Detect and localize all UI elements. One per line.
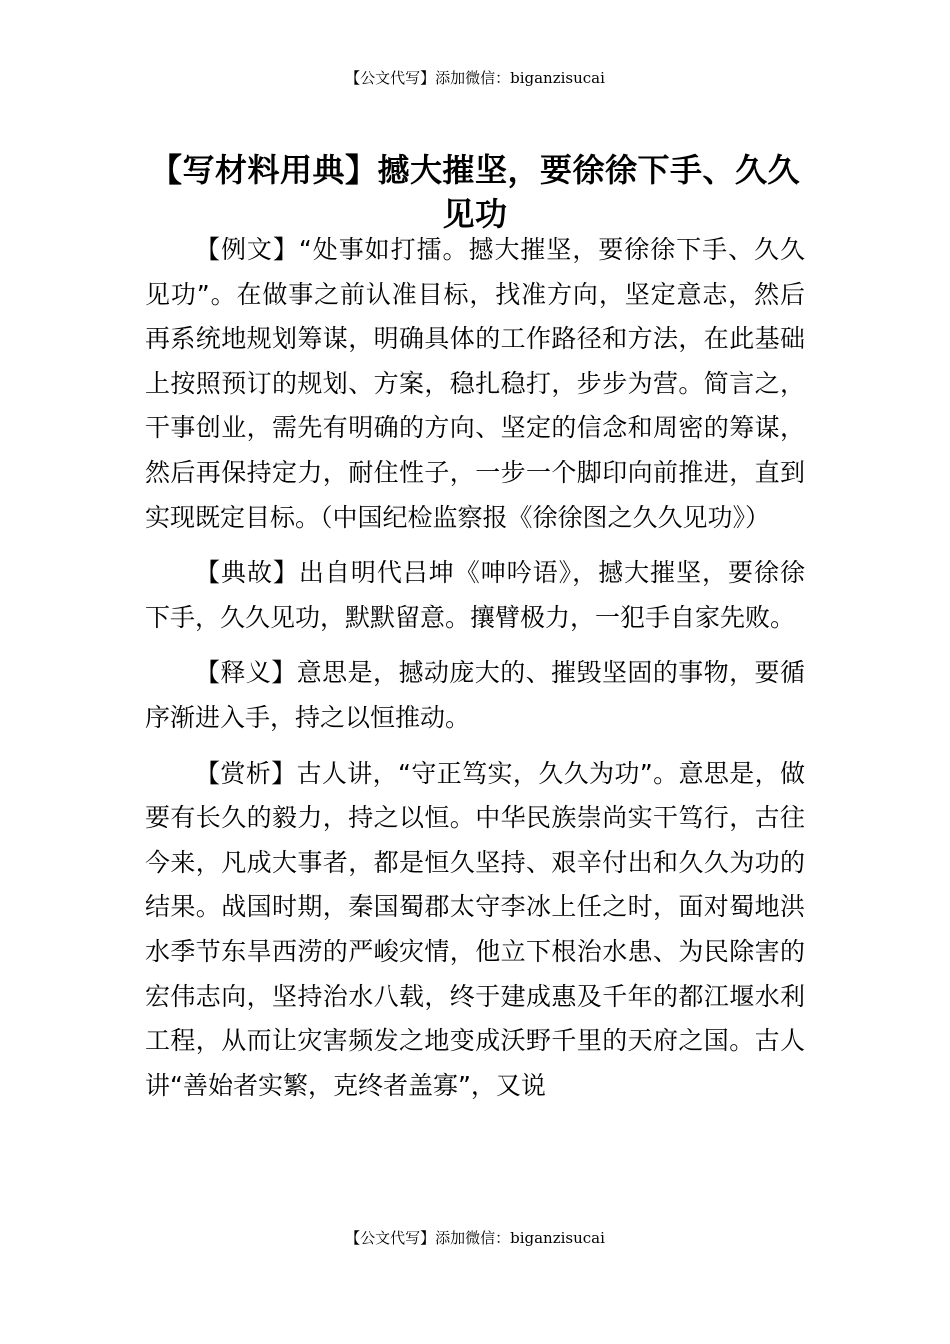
paragraph-meaning: 【释义】意思是，撼动庞大的、摧毁坚固的事物，要循序渐进入手，持之以恒推动。 — [145, 658, 805, 732]
page-footer-note: 【公文代写】添加微信：biganzisucai — [345, 1229, 605, 1247]
paragraph-allusion: 【典故】出自明代吕坤《呻吟语》，撼大摧坚，要徐徐下手，久久见功，默默留意。攘臂极力，一犯手自家先败。 — [145, 558, 805, 632]
paragraph-example: 【例文】“处事如打擂。撼大摧坚，要徐徐下手、久久见功”。在做事之前认准目标，找准方向，坚定意志，然后再系统地规划筹谋，明确具体的工作路径和方法，在此基础上按照预订的规划、方案，稳扎稳打，步步为营。简言之，干事创业，需先有明确的方向、坚定的信念和周密的筹谋，然后再保持定力，耐住性子，一步一个脚印向前推进，直到实现既定目标。（中国纪检监察报《徐徐图之久久见功》） — [145, 235, 805, 532]
paragraph-appreciation: 【赏析】古人讲，“守正笃实，久久为功”。意思是，做要有长久的毅力，持之以恒。中华民族崇尚实干笃行，古往今来，凡成大事者，都是恒久坚持、艰辛付出和久久为功的结果。战国时期，秦国蜀郡太守李冰上任之时，面对蜀地洪水季节东旱西涝的严峻灾情，他立下根治水患、为民除害的宏伟志向，坚持治水八载，终于建成惠及千年的都江堰水利工程，从而让灾害频发之地变成沃野千里的天府之国。古人讲“善始者实繁，克终者盖寡”，又说 — [145, 758, 805, 1100]
page-header-note: 【公文代写】添加微信：biganzisucai — [345, 69, 605, 87]
document-title: 【写材料用典】撼大摧坚，要徐徐下手、久久见功 — [149, 151, 800, 234]
document-body — [145, 228, 805, 1119]
